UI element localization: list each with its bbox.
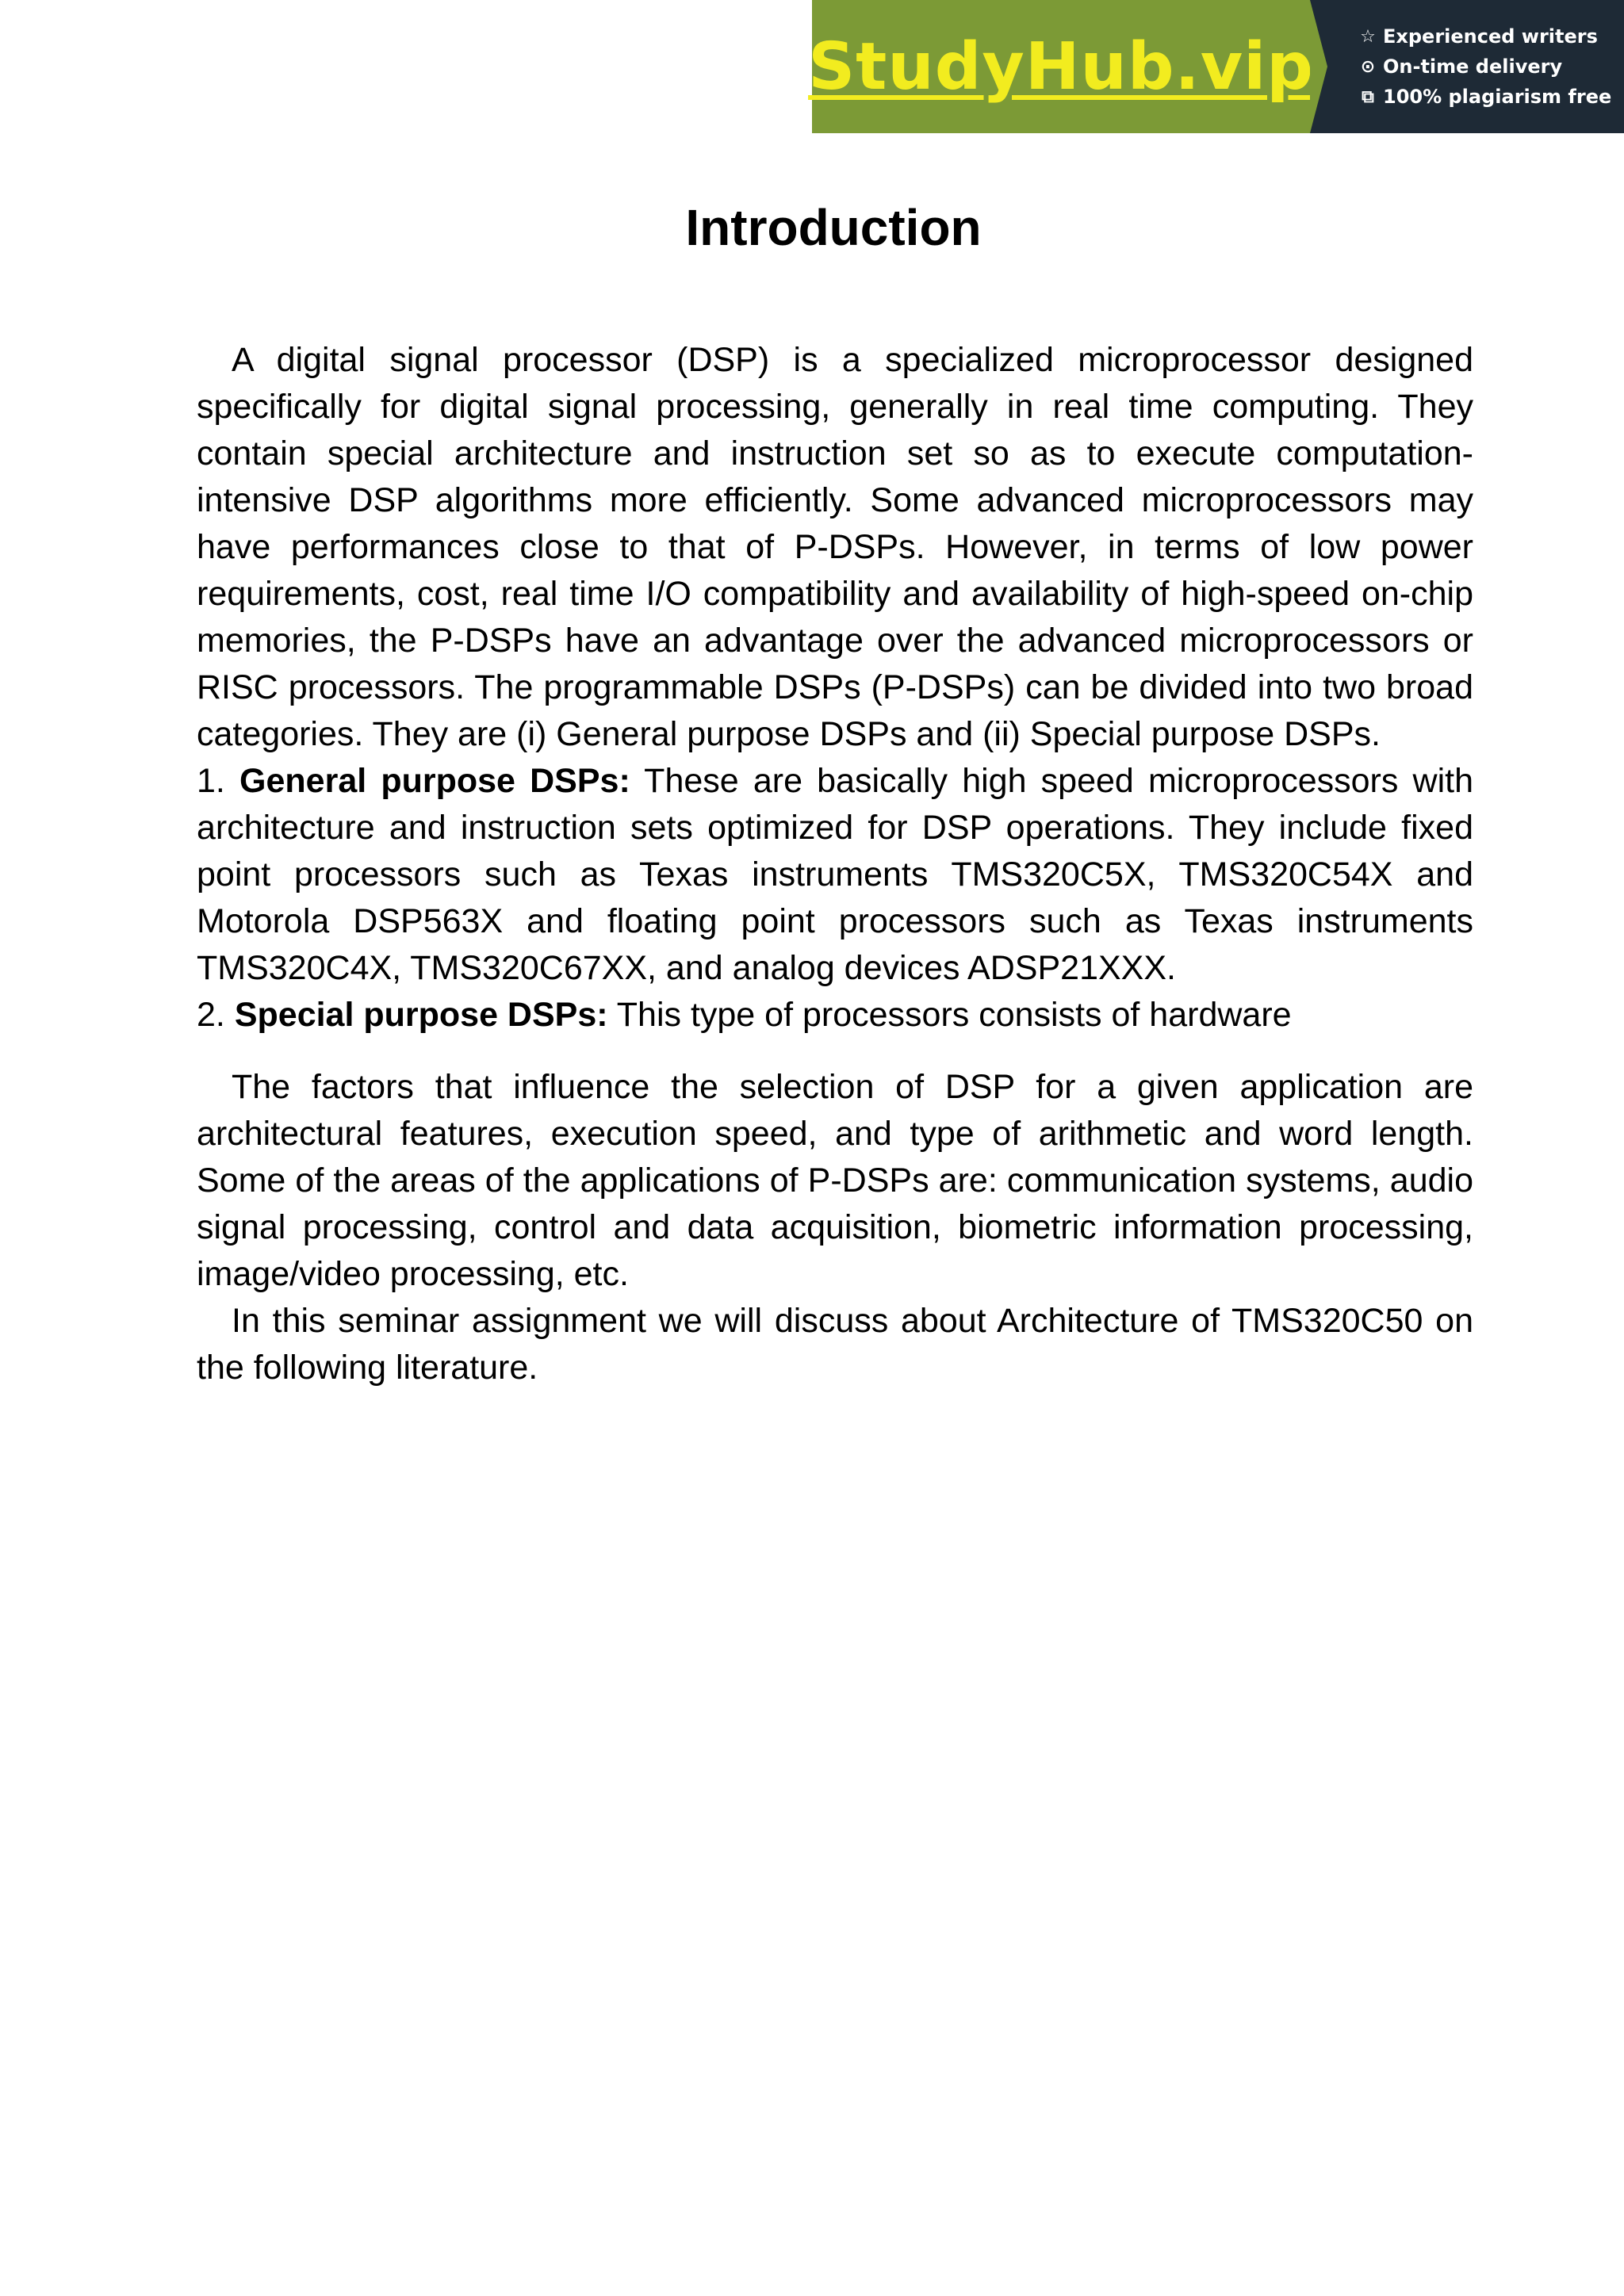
feature-experienced-writers [1358, 25, 1624, 48]
document-body [197, 337, 1473, 1391]
feature-on-time-delivery [1358, 55, 1624, 78]
intro-paragraph: A digital signal processor (DSP) is a specialized microprocessor designed specifically for digital signal processing, generally in real time computing. They contain special architecture and instruction set so as to execute computation-intensive DSP algorithms more efficiently. Some advanced microprocessors may have performances close to that of P-DSPs. However, in terms of low power requirements, cost, real time I/O compatibility and availability of high-speed on-chip memories, the P-DSPs have an advantage over the advanced microprocessors or RISC processors. The programmable DSPs (P-DSPs) can be divided into two broad categories. They are (i) General purpose DSPs and (ii) Special purpose DSPs. [197, 341, 1473, 753]
factors-paragraph: The factors that influence the selection of DSP for a given application are architectural features, execution speed, and type of arithmetic and word length. Some of the areas of the applications of P-DSPs are: communication systems, audio signal processing, control and data acquisition, biometric information processing, image/video processing, etc. [197, 1068, 1473, 1293]
list-term: General purpose DSPs: [239, 762, 630, 800]
studyhub-logo[interactable] [808, 0, 1314, 133]
list-number: 2. [197, 996, 225, 1034]
clock-icon: ⊙ [1360, 56, 1376, 77]
feature-label: On-time delivery [1383, 55, 1563, 78]
list-number: 1. [197, 762, 225, 800]
list-text: This type of processors consists of hardware [616, 996, 1292, 1034]
closing-paragraph: In this seminar assignment we will discuss about Architecture of TMS320C50 on the following literature. [197, 1302, 1473, 1387]
list-text: These are basically high speed microprocessors with architecture and instruction sets optimized for DSP operations. They include fixed point processors such as Texas instruments TMS320C5X, TMS320C54X and Motorola DSP563X and floating point processors such as Texas instruments TMS320C4X, TMS320C67XX, and analog devices ADSP21XXX. [197, 762, 1474, 987]
banner-features [1310, 0, 1624, 133]
page-title: Introduction [685, 199, 982, 256]
brand-name: StudyHub.vip [808, 29, 1314, 105]
list-item-special-purpose [197, 992, 1473, 1039]
feature-label: 100% plagiarism free [1383, 86, 1612, 108]
document-copy-icon: ⧉ [1362, 86, 1374, 107]
feature-plagiarism-free [1358, 86, 1624, 108]
list-item-general-purpose [197, 758, 1473, 992]
feature-label: Experienced writers [1383, 25, 1598, 48]
studyhub-banner[interactable] [808, 0, 1624, 133]
star-icon: ☆ [1360, 26, 1376, 47]
list-term: Special purpose DSPs: [234, 996, 608, 1034]
